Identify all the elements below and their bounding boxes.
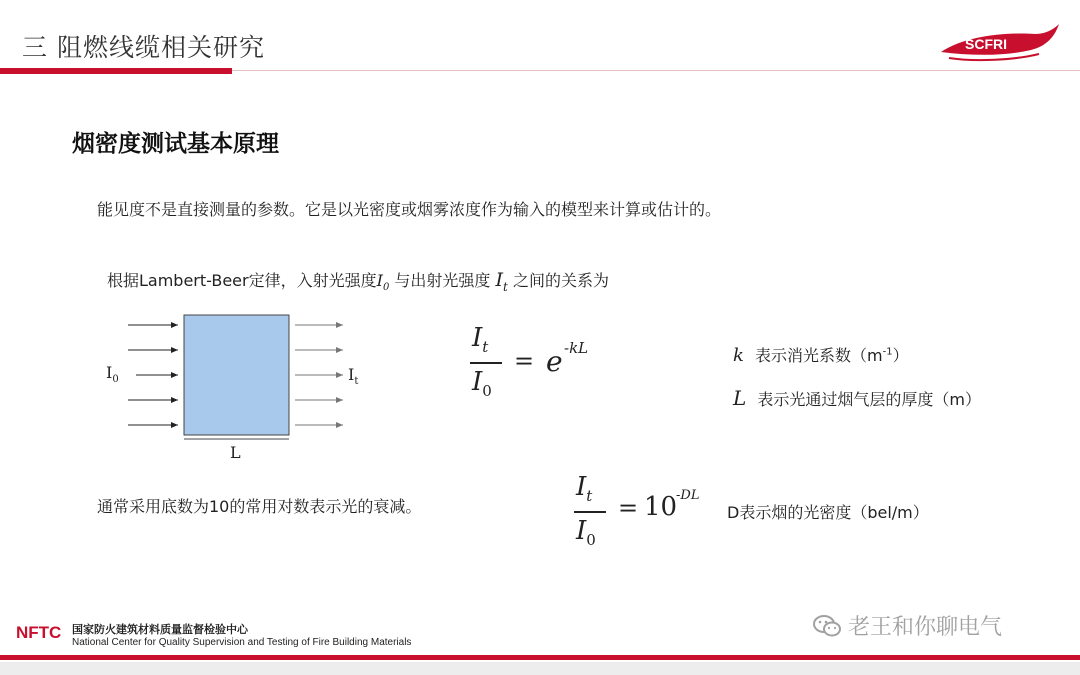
k-definition: k 表示消光系数$(m^{-1})$ bbox=[733, 345, 909, 366]
light-attenuation-diagram bbox=[100, 305, 360, 465]
nftc-logo-text: NFTC bbox=[16, 623, 62, 642]
page-header-title: 三 阻燃线缆相关研究 bbox=[22, 33, 265, 62]
formula2-exponent: -DL bbox=[676, 488, 700, 503]
logo-text: SCFRI bbox=[965, 36, 1007, 52]
organization-name-en: National Center for Quality Supervision and Testing of Fire Building Materials bbox=[72, 637, 412, 648]
incident-intensity-label: $I_0$ bbox=[106, 363, 119, 386]
scfri-logo bbox=[935, 22, 1060, 64]
i0-symbol: $I_0$ bbox=[376, 271, 390, 294]
l-definition: L 表示光通过烟气层的厚度（m） bbox=[733, 386, 981, 410]
formula2-fraction-bar bbox=[574, 511, 606, 513]
formula1-equals: = bbox=[514, 347, 535, 375]
formula1-fraction-bar bbox=[470, 362, 502, 364]
formula1-denominator: $I_0$ bbox=[472, 367, 492, 401]
formula1-numerator: $I_t$ bbox=[472, 323, 489, 357]
law-suffix: 之间的关系为 bbox=[512, 271, 609, 290]
transmitted-arrows bbox=[295, 325, 343, 425]
incident-arrows bbox=[128, 325, 178, 425]
section-title: 烟密度测试基本原理 bbox=[72, 131, 279, 157]
formula1-base: e bbox=[546, 345, 563, 378]
formula2-denominator: $I_0$ bbox=[576, 516, 596, 550]
wechat-icon bbox=[812, 613, 842, 639]
header-accent-bar bbox=[0, 68, 232, 74]
header-divider bbox=[232, 70, 1080, 71]
transmitted-intensity-label: $I_t$ bbox=[348, 365, 359, 388]
lambert-beer-statement bbox=[107, 268, 609, 294]
watermark bbox=[812, 610, 1002, 641]
organization-name-cn: 国家防火建筑材料质量监督检验中心 bbox=[72, 623, 248, 636]
footer-accent-bar bbox=[0, 655, 1080, 660]
formula2-base: 10 bbox=[644, 492, 678, 522]
base10-statement: 通常采用底数为10的常用对数表示光的衰减。 bbox=[97, 497, 422, 516]
watermark-text: 老王和你聊电气 bbox=[848, 615, 1003, 640]
formula1-exponent: -kL bbox=[564, 339, 589, 357]
law-middle: 与出射光强度 bbox=[394, 271, 491, 290]
intro-paragraph: 能见度不是直接测量的参数。它是以光密度或烟雾浓度作为输入的模型来计算或估计的。 bbox=[97, 200, 722, 219]
footer-band bbox=[0, 662, 1080, 675]
smoke-medium bbox=[184, 315, 289, 435]
formula2-equals: = bbox=[618, 494, 639, 522]
path-length-label: L bbox=[230, 443, 241, 462]
optical-density-definition: D表示烟的光密度（bel/m） bbox=[727, 503, 929, 522]
optical-density-formula bbox=[572, 472, 732, 562]
it-symbol: $I_t$ bbox=[495, 269, 508, 294]
formula2-numerator: $I_t$ bbox=[576, 472, 593, 506]
beer-lambert-formula bbox=[468, 323, 618, 413]
law-prefix: 根据Lambert-Beer定律，入射光强度 bbox=[107, 271, 377, 290]
